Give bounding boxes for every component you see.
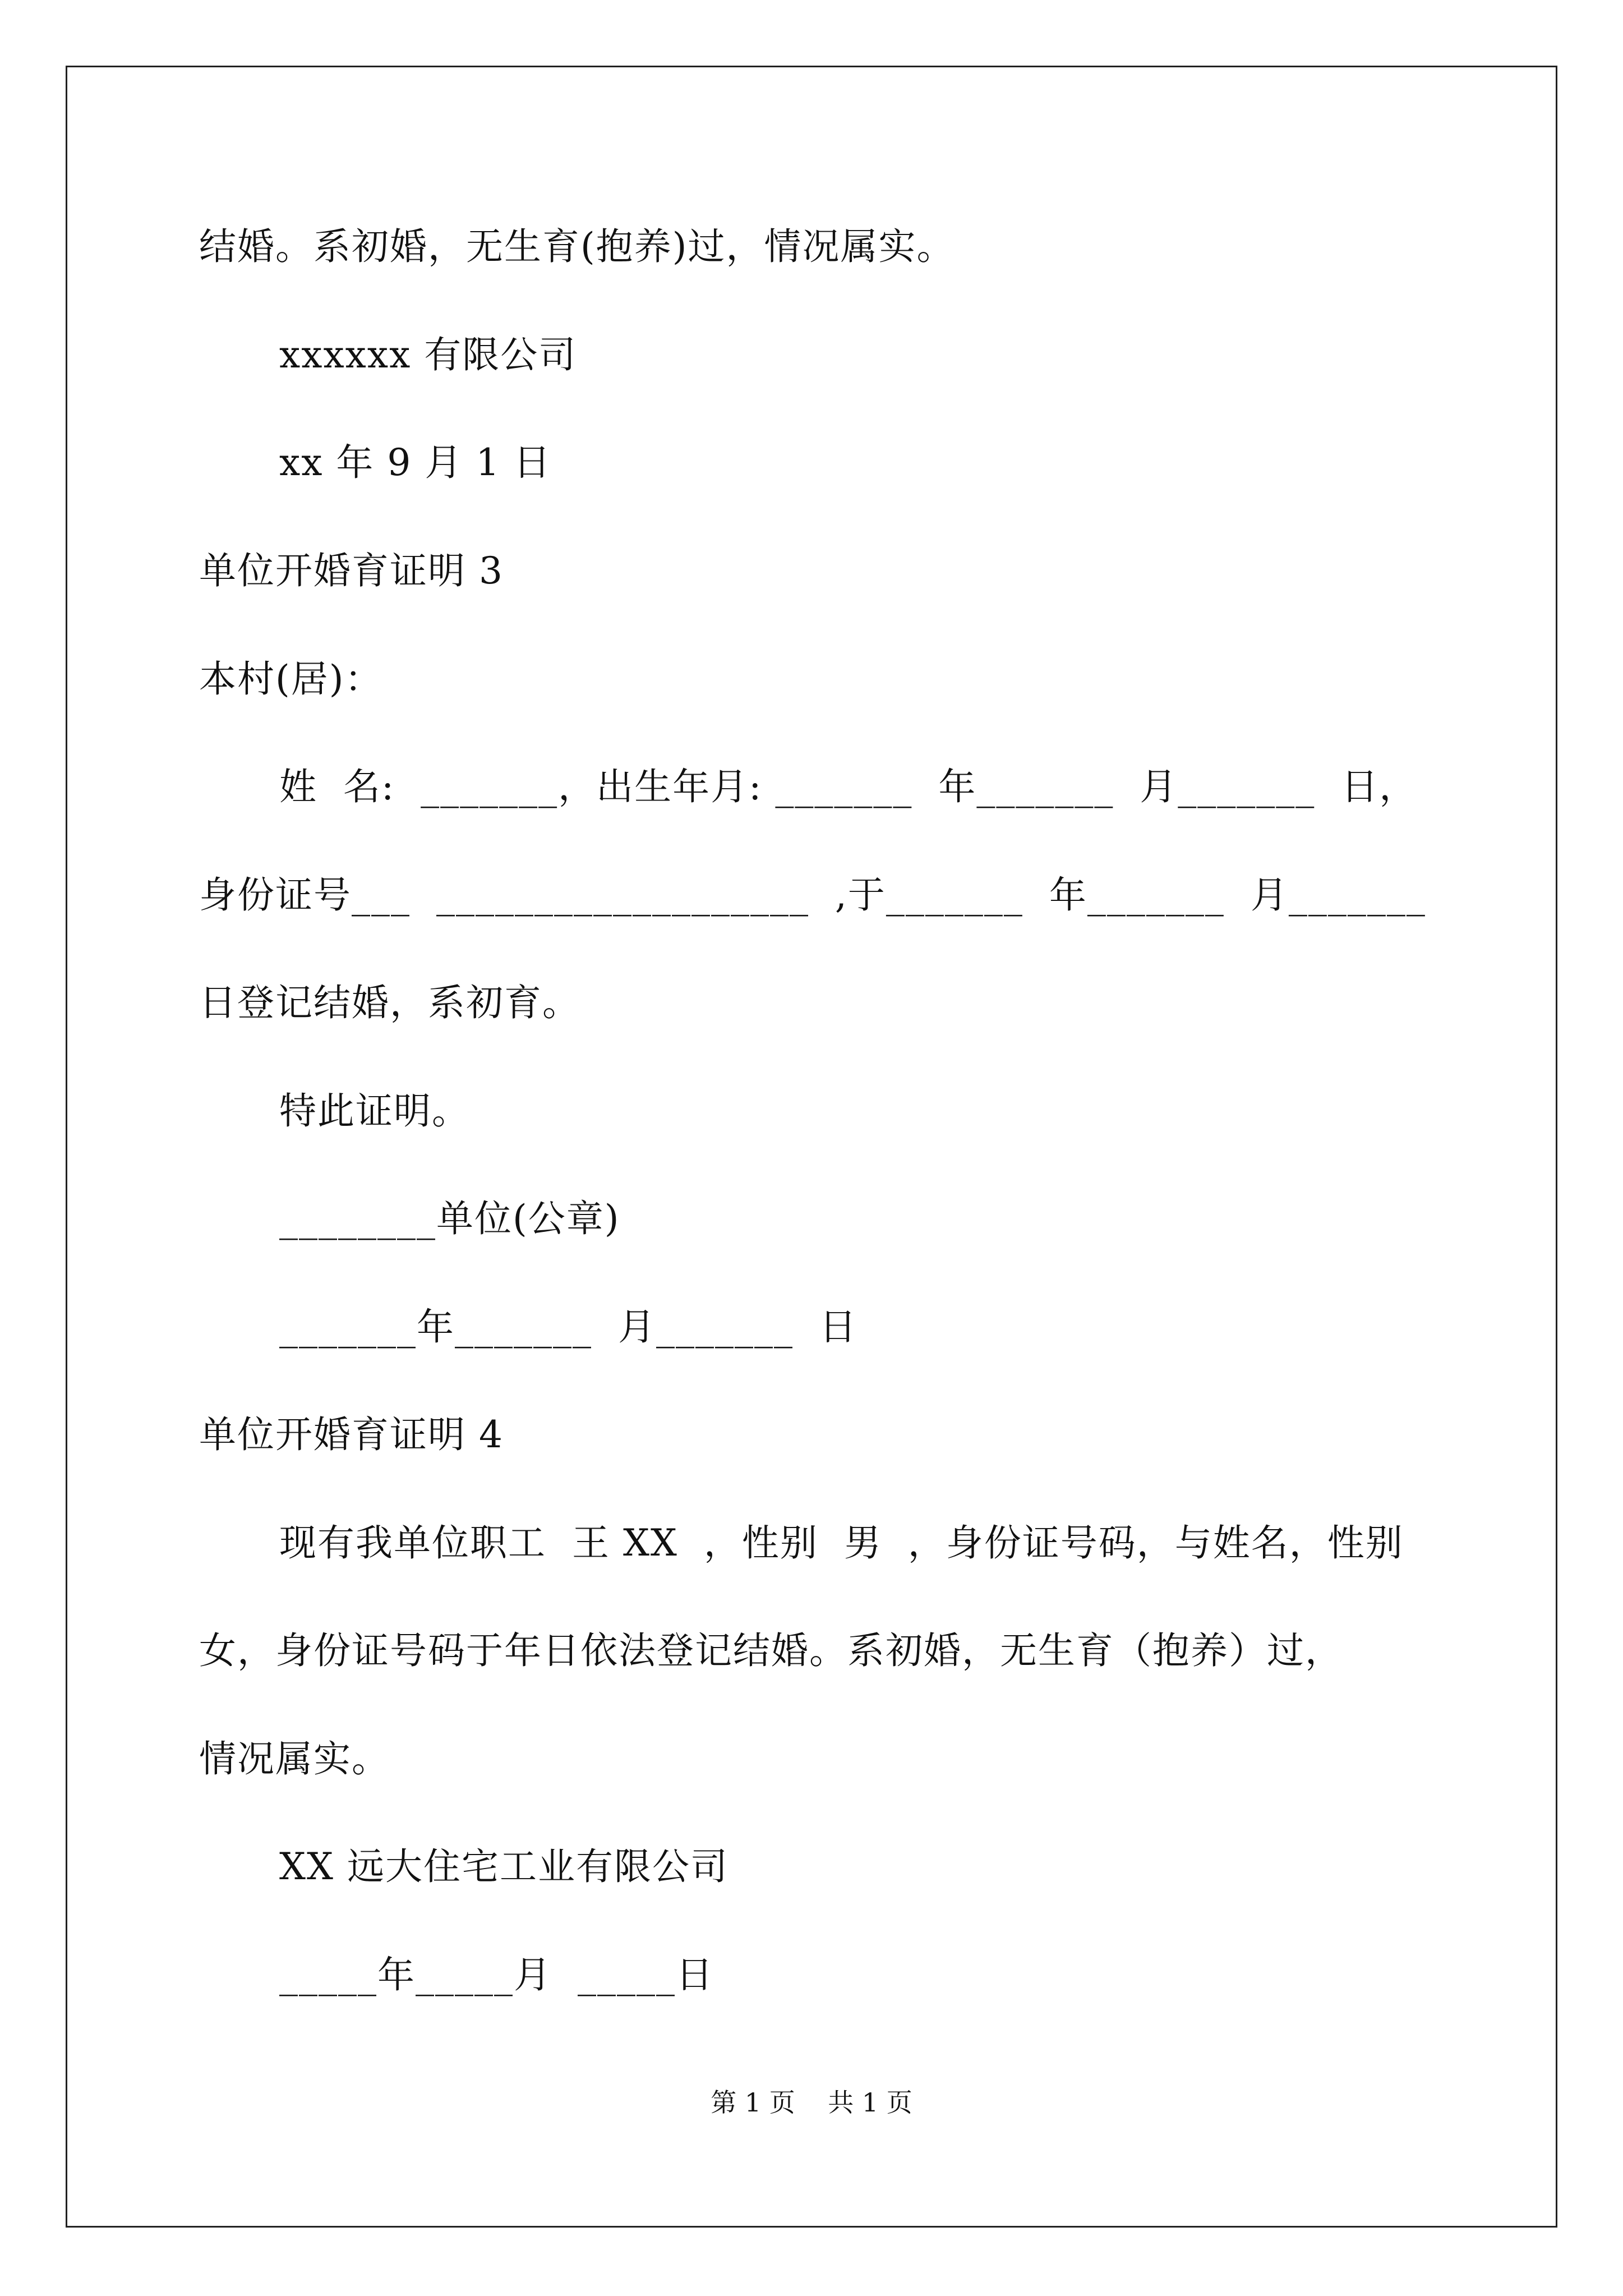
- company-signature-line: XX 远大住宅工业有限公司: [279, 1845, 728, 1888]
- text-line-1: 结婚。系初婚，无生育(抱养)过，情况属实。: [199, 225, 955, 268]
- company-name-line: xxxxxx 有限公司: [279, 333, 577, 376]
- certification-line: 特此证明。: [279, 1089, 470, 1133]
- name-birth-fields-line: 姓 名: _______，出生年月: _______ 年_______ 月_______ 日，: [279, 765, 1418, 808]
- marriage-registration-line: 日登记结婚，系初育。: [199, 981, 580, 1024]
- signature-date-line: _____年_____月 _____日: [279, 1953, 714, 1996]
- spouse-info-line: 女，身份证号码于年日依法登记结婚。系初婚，无生育（抱养）过，: [199, 1629, 1343, 1672]
- page-border: [66, 66, 1557, 2228]
- unit-seal-line: ________单位(公章): [279, 1197, 620, 1240]
- page-footer: 第 1 页 共 1 页: [711, 2087, 912, 2118]
- status-line: 情况属实。: [199, 1737, 390, 1780]
- salutation-line: 本村(居)：: [199, 657, 383, 701]
- blank-date-line: _______年_______ 月_______ 日: [279, 1305, 857, 1349]
- id-number-fields-line: 身份证号___ ___________________ ,于_______ 年_______ 月_______: [199, 873, 1426, 917]
- date-line: xx 年 9 月 1 日: [279, 441, 552, 484]
- employee-info-line: 现有我单位职工 王 XX ，性别 男 ，身份证号码，与姓名，性别: [279, 1521, 1404, 1565]
- section-heading-4: 单位开婚育证明 4: [199, 1413, 504, 1456]
- section-heading-3: 单位开婚育证明 3: [199, 549, 504, 592]
